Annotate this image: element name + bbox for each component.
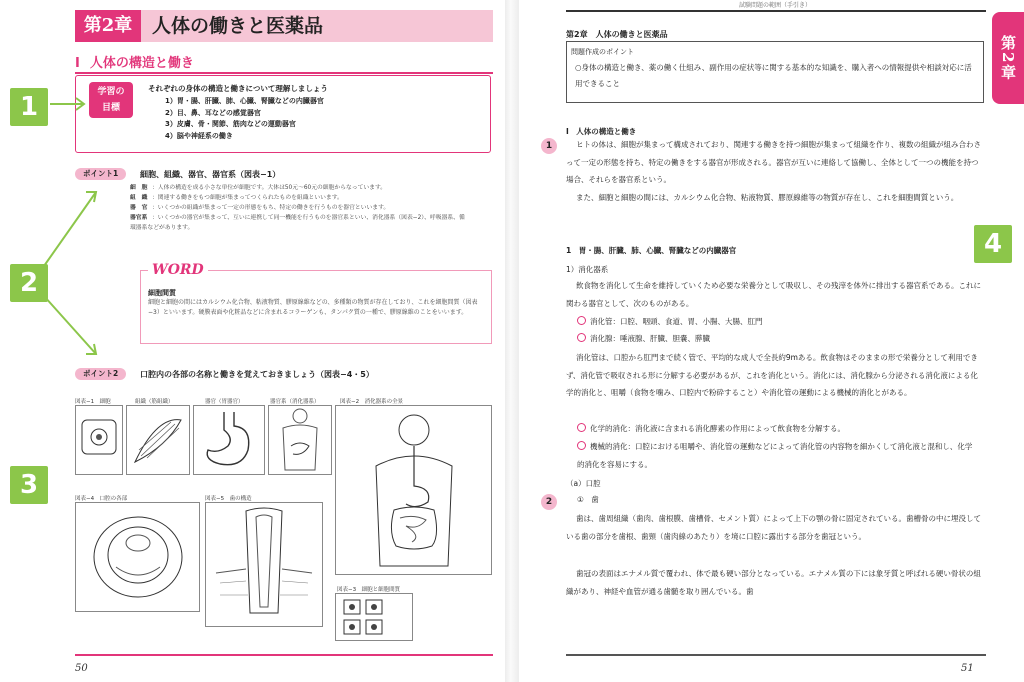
- page-number-left: 50: [75, 663, 88, 674]
- list-item-1: 消化管：口腔、咽頭、食道、胃、小腸、大腸、肛門: [577, 313, 977, 331]
- paragraph-3: 飲食物を消化して生命を維持していくため必要な栄養分として吸収し、その残滓を体外に排出する器官系である。これに関わる器官として、次のものがある。: [566, 281, 981, 308]
- paragraph-1: ヒトの体は、細胞が集まって構成されており、関連する働きを持つ細胞が集まって組織を作り、複数の組織が組み合わさって一定の形態を持ち、特定の働きをする器官が形成される。器官が互いに連絡して協働し、全体として一つの機能を持つ場合、それらを器官系という。: [566, 140, 981, 184]
- goal-item: 2）目、鼻、耳などの感覚器官: [165, 108, 261, 117]
- circle-bullet-icon: [577, 441, 586, 450]
- word-label: WORD: [148, 262, 208, 278]
- list-item-3: 化学的消化：消化液に含まれる消化酵素の作用によって飲食物を分解する。: [577, 420, 977, 438]
- callout-3: 3: [10, 466, 48, 504]
- circle-bullet-icon: [577, 423, 586, 432]
- goal-item: 3）皮膚、骨・関節、筋肉などの運動器官: [165, 120, 296, 128]
- point1-pill: ポイント1: [75, 168, 126, 180]
- section-title: [75, 52, 493, 71]
- goal-item: 4）脳や神経系の働き: [165, 131, 233, 140]
- chapter-title: 人体の働きと医薬品: [152, 15, 324, 37]
- point1-title: 細胞、組織、器官、器官系（図表−1）: [140, 170, 281, 179]
- objective-title: 問題作成のポイント: [571, 48, 634, 56]
- stomach-illustration: [194, 406, 264, 474]
- point2-title: 口腔内の各部の名称と働きを覚えておきましょう（図表−4・5）: [140, 370, 374, 379]
- bottom-rule-right: [566, 654, 986, 656]
- paragraph-5: 歯は、歯周組織（歯肉、歯根膜、歯槽骨、セメント質）によって上下の顎の骨に固定されている。歯槽骨の中に埋没している歯の部分を歯根、歯頸（歯肉線のあたり）を境に口腔に露出する部分を歯冠という。: [566, 514, 981, 541]
- chapter-tag: 第2章: [75, 10, 141, 42]
- fig4-label: 図表−4 口腔の各部: [75, 496, 128, 502]
- digestive-system-figure: [268, 405, 332, 475]
- callout-1: 1: [10, 88, 48, 126]
- book-gutter: [505, 0, 519, 682]
- margin-badge-1: 1: [541, 138, 557, 154]
- muscle-tissue-illustration: [127, 406, 189, 474]
- oral-cavity-figure: [75, 502, 200, 612]
- fig2-label: 図表−2 消化器系の全景: [340, 399, 404, 405]
- callout-2: 2: [10, 264, 48, 302]
- paragraph-2: また、細胞と細胞の間には、カルシウム化合物、粘液物質、膠原線維等の物質が存在し、これを細胞間質という。: [576, 193, 959, 202]
- digestive-tract-illustration: [336, 406, 491, 574]
- point1-row: 細 胞 ：人体の構造を成る小さな単位が細胞です。大体は50元〜60元の細胞からなっています。: [130, 185, 387, 191]
- fig1-organ-label: 器官（胃器官）: [205, 399, 244, 405]
- section-heading-2: 1 胃・腸、肝臓、肺、心臓、腎臓などの内臓器官: [566, 246, 737, 255]
- list-item-2: 消化腺：唾液腺、肝臓、胆嚢、膵臓: [577, 330, 977, 348]
- torso-illustration: [269, 406, 331, 474]
- circle-bullet-icon: [577, 316, 586, 325]
- chapter-side-tab: 第2章: [992, 12, 1024, 104]
- section-title-text: 人体の構造と働き: [89, 56, 194, 71]
- digestive-tract-figure: [335, 405, 492, 575]
- goal-list: [165, 96, 324, 142]
- right-page: [519, 0, 1024, 682]
- goal-badge-line-1: 学習の: [97, 87, 125, 97]
- list-item-4: 機械的消化：口腔における咀嚼や、消化管の運動などによって消化管の内容物を細かくして消化液と混和し、化学的消化を容易にする。: [577, 442, 973, 469]
- fig1-tissue-label: 組織（筋組織）: [135, 399, 174, 405]
- margin-badge-2: 2: [541, 494, 557, 510]
- page-number-right: 51: [961, 663, 974, 674]
- word-heading: 細胞間質: [148, 289, 176, 297]
- intercellular-figure: [335, 593, 413, 641]
- oral-cavity-illustration: [76, 503, 199, 611]
- fig1-cell-label: 図表−1 細胞: [75, 399, 111, 405]
- left-page: [0, 0, 505, 682]
- section-rule: [75, 72, 493, 74]
- section-heading-1: Ⅰ 人体の構造と働き: [566, 127, 637, 136]
- bottom-rule-left: [75, 654, 493, 656]
- word-body: 細胞と細胞の間にはカルシウム化合物、粘液物質、膠原線維などの、多種類の物質が存在しており、これを細胞間質（図表−3）といいます。硬膜表面や化粧品などに含まれるコラーゲンも、タンパク質の一種で、膠原線維のことをいいます。: [148, 299, 478, 316]
- top-rule: [566, 10, 986, 12]
- point1-row: 器 官 ：いくつかの組織が集まって一定の形態をもち、特定の働きを行うものを器官といいます。: [130, 205, 390, 211]
- circle-bullet-icon: [577, 333, 586, 342]
- fig1-system-label: 器官系（消化器系）: [270, 399, 320, 405]
- point1-list: [130, 183, 470, 233]
- stomach-figure: [193, 405, 265, 475]
- right-chapter-heading: 第2章 人体の働きと医薬品: [566, 30, 668, 39]
- paragraph-4: 消化管は、口腔から肛門まで続く管で、平均的な成人で全長約9mある。飲食物はそのままの形で栄養分として利用できず、消化管で吸収される形に分解する必要があるが、これを消化という。消化には、消化腺から分泌される消化液による化学的消化と、咀嚼（食物を噛み、口腔内で粉砕すること）や消化管の運動による機械的消化とがある。: [566, 353, 978, 397]
- running-head: 試験問題の範囲（手引き）: [738, 2, 811, 9]
- goal-lead-text: それぞれの身体の構造と働きについて理解しましょう: [148, 84, 328, 93]
- section-heading-3: 1）消化器系: [566, 265, 609, 274]
- tissue-figure: [126, 405, 190, 475]
- callout-1-arrow: [48, 94, 90, 114]
- learning-goal-badge: [89, 82, 133, 118]
- section-heading-5: ① 歯: [577, 495, 599, 504]
- cell-illustration: [76, 406, 122, 474]
- point1-row: 器官系 ：いくつかの器官が集まって、互いに連携して同一機能を行うものを器官系といい、消化器系（図表−2）、呼吸器系、循環器系などがあります。: [130, 215, 465, 231]
- fig3-label: 図表−3 細胞と細胞間質: [337, 587, 401, 593]
- section-heading-4: （a）口腔: [566, 479, 601, 488]
- intercellular-illustration: [336, 594, 412, 640]
- goal-item: 1）胃・腸、肝臓、肺、心臓、腎臓などの内臓器官: [165, 97, 324, 105]
- section-number: Ⅰ: [75, 56, 80, 71]
- goal-badge-line-2: 目標: [101, 103, 120, 113]
- cell-figure: [75, 405, 123, 475]
- callout-4: 4: [974, 225, 1012, 263]
- fig5-label: 図表−5 歯の構造: [205, 496, 252, 502]
- paragraph-6: 歯冠の表面はエナメル質で覆われ、体で最も硬い部分となっている。エナメル質の下には象牙質と呼ばれる硬い骨状の組織があり、神経や血管が通る歯髄を取り囲んでいる。歯: [566, 569, 981, 596]
- point1-row: 組 織 ：関連する働きをもつ細胞が集まってつくられたものを組織といいます。: [130, 195, 343, 201]
- callout-2-arrows: [40, 184, 104, 364]
- objective-text: ○身体の構造と働き、薬の働く仕組み、副作用の症状等に関する基本的な知識を、購入者への情報提供や相談対応に活用できること: [575, 63, 972, 88]
- tooth-structure-figure: [205, 502, 323, 627]
- tooth-illustration: [206, 503, 322, 626]
- point2-pill: ポイント2: [75, 368, 126, 380]
